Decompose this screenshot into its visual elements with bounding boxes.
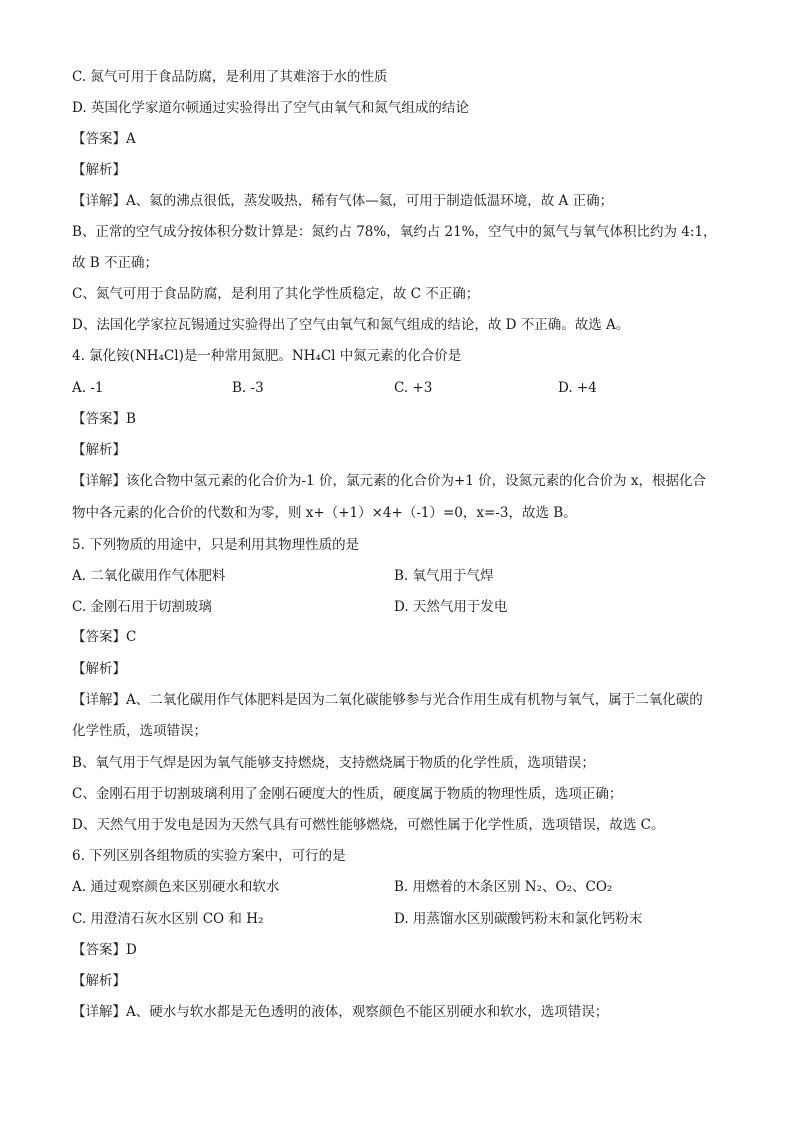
detail-text: 【详解】该化合物中氢元素的化合价为-1 价，氯元素的化合价为+1 价，设氮元素的化合价为 x，根据化合	[72, 473, 707, 489]
question-5: 5. 下列物质的用途中，只是利用其物理性质的是	[72, 537, 360, 553]
question-6-options-row1	[72, 876, 752, 898]
detail-text: D、法国化学家拉瓦锡通过实验得出了空气由氧气和氮气组成的结论，故 D 不正确。故选 A。	[72, 317, 630, 333]
answer-label: 【答案】D	[72, 942, 137, 958]
option-b: B. 用燃着的木条区别 N₂、O₂、CO₂	[394, 879, 613, 895]
question-6: 6. 下列区别各组物质的实验方案中，可行的是	[72, 848, 346, 864]
option-b: B. -3	[232, 380, 264, 396]
option-c: C. 用澄清石灰水区别 CO 和 H₂	[72, 911, 264, 927]
option-a: A. -1	[72, 380, 104, 396]
detail-text: 【详解】A、氦的沸点很低，蒸发吸热，稀有气体—氦，可用于制造低温环境，故 A 正确；	[72, 193, 614, 209]
detail-text: C、氮气可用于食品防腐，是利用了其化学性质稳定，故 C 不正确；	[72, 286, 480, 302]
option-d: D. +4	[558, 380, 597, 396]
question-5-options-row2	[72, 596, 752, 618]
option-a: A. 二氧化碳用作气体肥料	[72, 568, 226, 584]
option-d: D. 天然气用于发电	[394, 599, 508, 615]
detail-text: 故 B 不正确；	[72, 255, 159, 271]
option-a: A. 通过观察颜色来区别硬水和软水	[72, 879, 280, 895]
detail-text: B、氧气用于气焊是因为氧气能够支持燃烧，支持燃烧属于物质的化学性质，选项错误；	[72, 755, 595, 771]
option-d: D. 用蒸馏水区别碳酸钙粉末和氯化钙粉末	[394, 911, 643, 927]
analysis-label: 【解析】	[72, 442, 126, 458]
detail-text: C、金刚石用于切割玻璃利用了金刚石硬度大的性质，硬度属于物质的物理性质，选项正确；	[72, 786, 623, 802]
analysis-label: 【解析】	[72, 973, 126, 989]
answer-label: 【答案】B	[72, 411, 136, 427]
option-d-text: D. 英国化学家道尔顿通过实验得出了空气由氧气和氮气组成的结论	[72, 100, 469, 116]
question-4: 4. 氯化铵(NH₄Cl)是一种常用氮肥。NH₄Cl 中氮元素的化合价是	[72, 348, 462, 364]
answer-label: 【答案】C	[72, 629, 137, 645]
answer-label: 【答案】A	[72, 131, 136, 147]
question-6-options-row2	[72, 908, 752, 930]
option-c: C. +3	[394, 380, 433, 396]
detail-text: B、正常的空气成分按体积分数计算是：氮约占 78%，氧约占 21%，空气中的氮气与氧气体积比约为 4:1，	[72, 224, 717, 240]
analysis-label: 【解析】	[72, 162, 126, 178]
detail-text: 【详解】A、二氧化碳用作气体肥料是因为二氧化碳能够参与光合作用生成有机物与氧气，属于二氧化碳的	[72, 692, 703, 708]
detail-text: 【详解】A、硬水与软水都是无色透明的液体，观察颜色不能区别硬水和软水，选项错误；	[72, 1004, 609, 1020]
option-c: C. 金刚石用于切割玻璃	[72, 599, 212, 615]
option-c-text: C. 氮气可用于食品防腐，是利用了其难溶于水的性质	[72, 69, 388, 85]
detail-text: D、天然气用于发电是因为天然气具有可燃性能够燃烧，可燃性属于化学性质，选项错误，故选 C。	[72, 817, 665, 833]
question-4-options	[72, 377, 752, 399]
question-5-options-row1	[72, 565, 752, 587]
detail-text: 化学性质，选项错误；	[72, 723, 207, 739]
option-b: B. 氧气用于气焊	[394, 568, 494, 584]
analysis-label: 【解析】	[72, 661, 126, 677]
detail-text: 物中各元素的化合价的代数和为零，则 x+（+1）×4+（-1）=0，x=-3，故选 B。	[72, 505, 577, 521]
